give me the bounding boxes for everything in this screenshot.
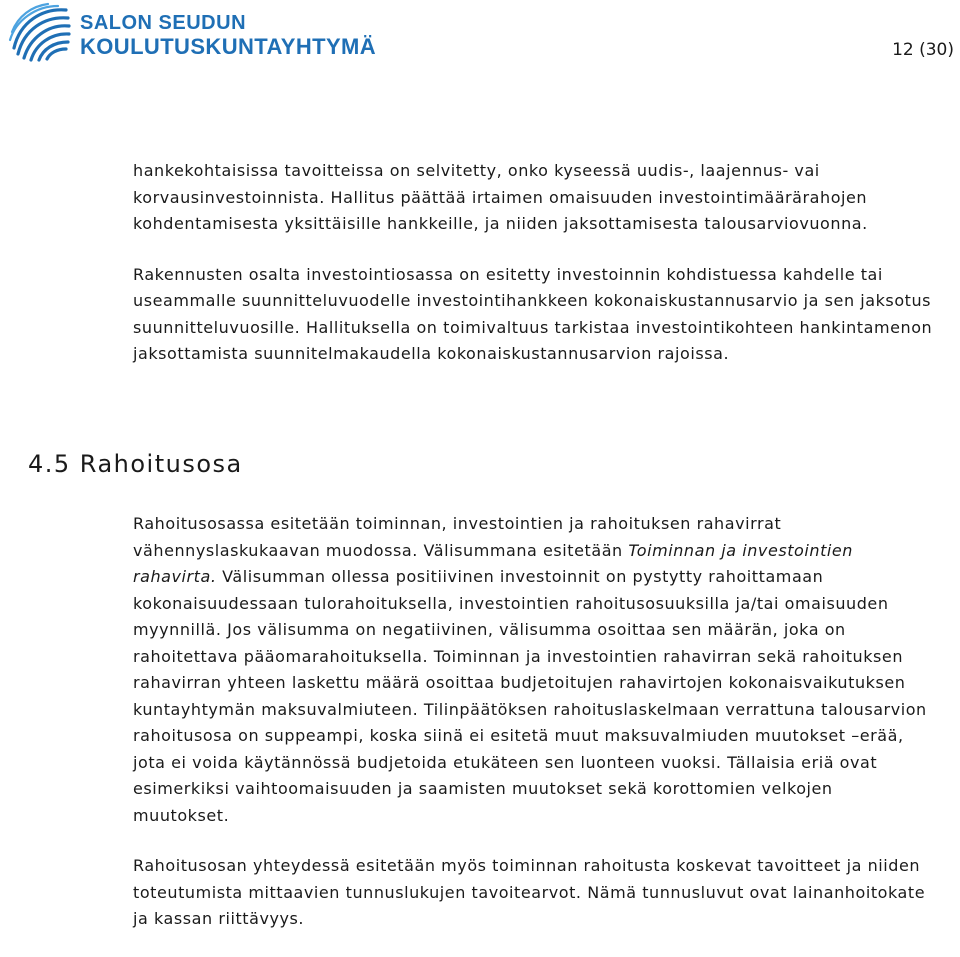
paragraph-financing-targets: Rahoitusosan yhteydessä esitetään myös toiminnan rahoitusta koskevat tavoitteet ja niiden toteutumista mittaavien tunnuslukujen tavoitearvot. Nämä tunnusluvut ovat lainanhoitokate ja kassan riittävyys. [133,856,926,928]
financing-text-part-2: Välisumman ollessa positiivinen investoinnit on pystytty rahoittamaan kokonaisuudessaan tulorahoituksella, investointien rahoitusosuuksilla ja/tai omaisuuden myynnillä. Jos välisumma on negatiivinen, välisumma osoittaa sen määrän, joka on rahoitettava pääomarahoituksella. Toiminnan ja investointien rahavirran sekä rahoituksen rahavirran yhteen laskettu määrä osoittaa budjetoitujen rahavirtojen kokonaisvaikutuksen kuntayhtymän maksuvalmiuteen. Tilinpäätöksen rahoituslaskelmaan verrattuna talousarvion rahoitusosa on suppeampi, koska siinä ei esitetä muut maksuvalmiuden muutokset –erää, jota ei voida käytännössä budjetoida etukäteen sen luonteen vuoksi. Tällaisia eriä ovat esimerkiksi vaihtoomaisuuden ja saamisten muutokset sekä korottomien velkojen muutokset. [133,567,927,825]
page-header [0,0,960,80]
paragraph-buildings-investment: Rakennusten osalta investointiosassa on esitetty investoinnin kohdistuessa kahdelle tai useammalle suunnitteluvuodelle investointihankkeen kokonaiskustannusarvio ja sen jaksotus suunnitteluvuosille. Hallituksella on toimivaltuus tarkistaa investointikohteen hankintamenon jaksottamista suunnitelmakaudella kokonaiskustannusarvion rajoissa. [133,264,933,363]
logo-text [80,9,376,58]
financing-text-part-1: Rahoitusosassa esitetään toiminnan, investointien ja rahoituksen rahavirrat vähennyslaskukaavan muodossa. Välisummana esitetään [133,514,782,560]
organization-logo [6,2,376,64]
section-heading: 4.5 Rahoitusosa [28,450,243,478]
paragraph-investment-objectives: hankekohtaisissa tavoitteissa on selvitetty, onko kyseessä uudis-, laajennus- vai korvausinvestoinnista. Hallitus päättää irtaimen omaisuuden investointimäärärahojen kohdentamisesta yksittäisille hankkeille, ja niiden jaksottamisesta talousarviovuonna. [133,161,868,233]
paragraph-financing-section [133,511,933,829]
body-text-top [133,158,933,392]
logo-swirl-icon [6,2,74,64]
financing-text-italic: Toiminnan ja investointien rahavirta. [133,540,853,586]
logo-line-1: SALON SEUDUN [80,11,247,34]
body-text-financing [133,511,933,957]
logo-line-2: KOULUTUSKUNTAYHTYMÄ [80,33,377,59]
page-number: 12 (30) [892,40,954,60]
